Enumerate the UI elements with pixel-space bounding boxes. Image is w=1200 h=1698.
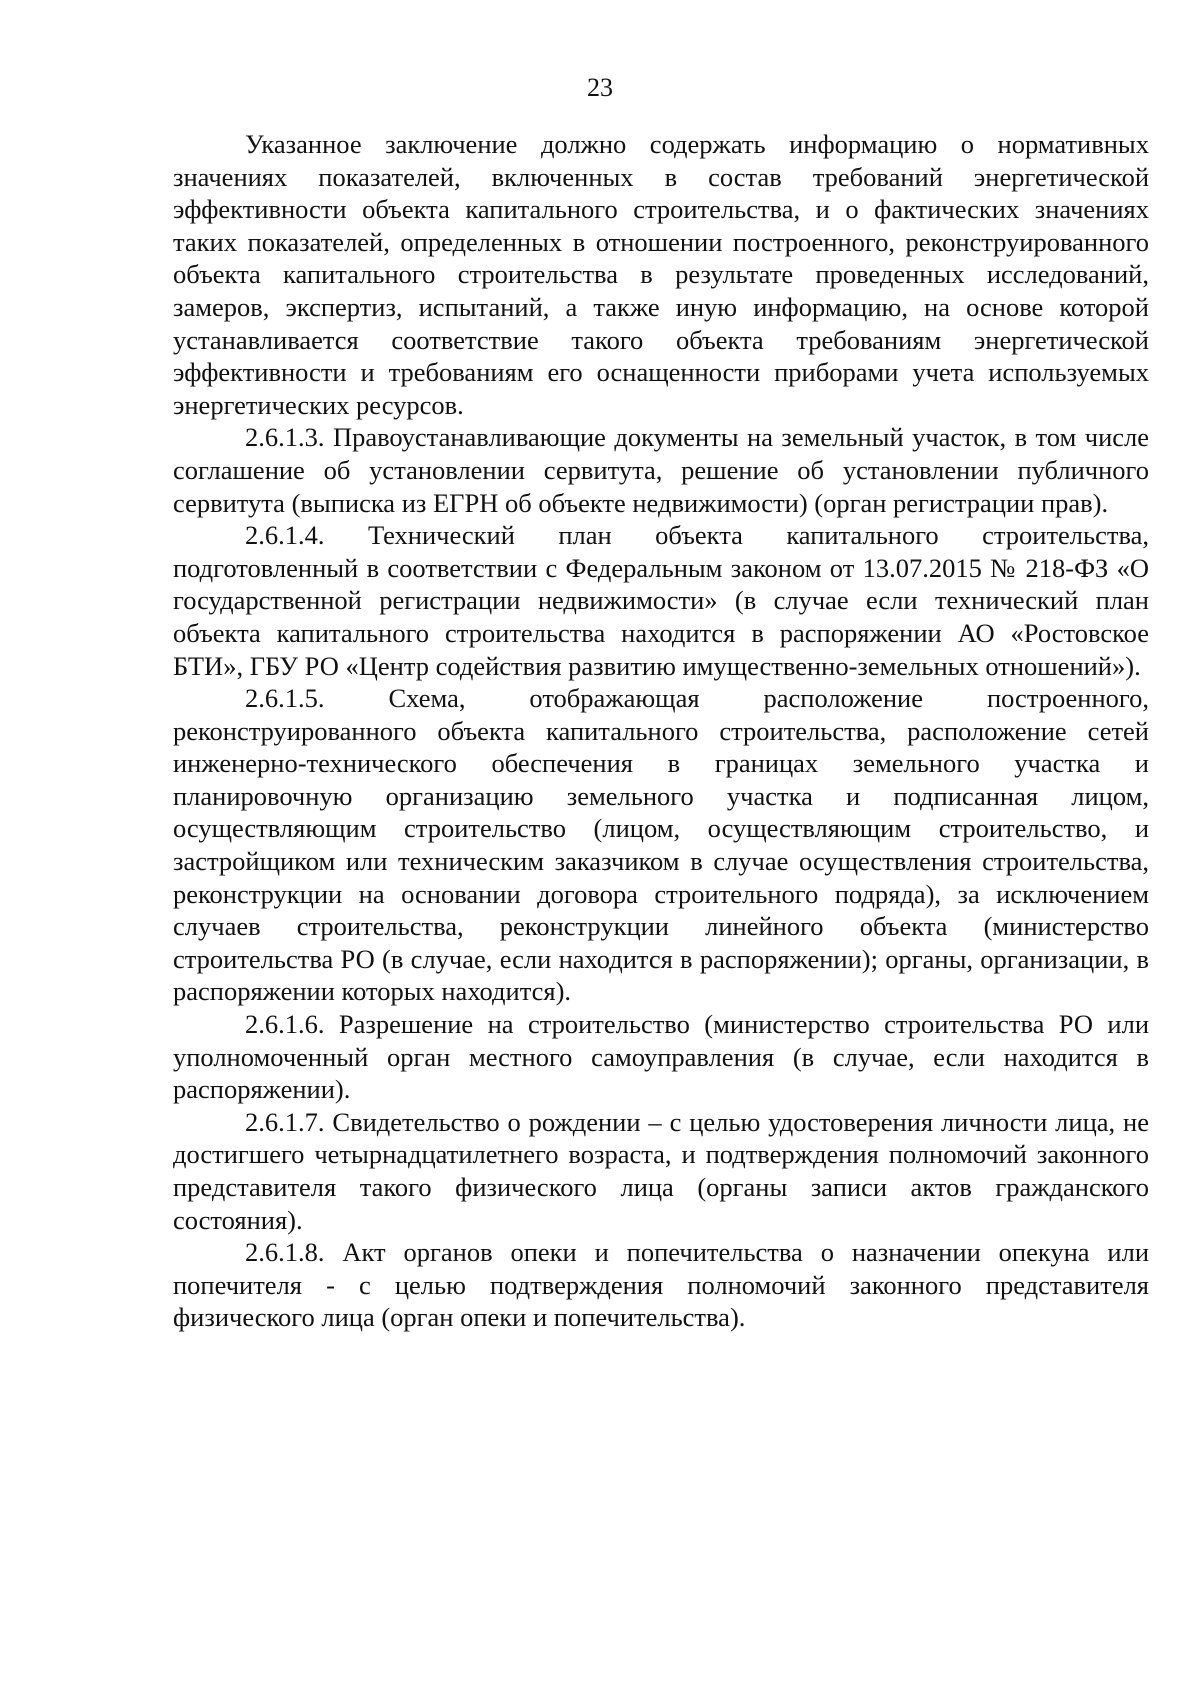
- paragraph-text: Схема, отображающая расположение построенного, реконструированного объекта капитального строительства, расположение сетей инженерно-технического обеспечения в границах земельного участка и планировочную организацию земельного участка и подписанная лицом, осуществляющим строительство (лицом, осуществляющим строительство, и застройщиком или техническим заказчиком в случае осуществления строительства, реконструкции на основании договора строительного подряда), за исключением случаев строительства, реконструкции линейного объекта (министерство строительства РО (в случае, если находится в распоряжении); органы, организации, в распоряжении которых находится).: [173, 683, 1150, 1007]
- paragraph-text: Правоустанавливающие документы на земельный участок, в том числе соглашение об установлении сервитута, решение об установлении публичного сервитута (выписка из ЕГРН об объекте недвижимости) (орган регистрации прав).: [173, 422, 1149, 518]
- paragraph-conclusion-info: [173, 128, 1149, 421]
- paragraph-text: Свидетельство о рождении – с целью удостоверения личности лица, не достигшего четырнадцатилетнего возраста, и подтверждения полномочий законного представителя такого физического лица (органы записи актов гражданского состояния).: [173, 1106, 1149, 1235]
- paragraph-number: 2.6.1.3.: [245, 422, 325, 453]
- paragraph-number: 2.6.1.8.: [245, 1237, 325, 1268]
- paragraph-2-6-1-7: [173, 1106, 1149, 1236]
- paragraph-2-6-1-8: [173, 1236, 1149, 1334]
- paragraph-number: 2.6.1.6.: [245, 1009, 325, 1040]
- paragraph-text: Указанное заключение должно содержать информацию о нормативных значениях показателей, включенных в состав требований энергетической эффективности объекта капитального строительства, и о фактических значениях таких показателей, определенных в отношении построенного, реконструированного объекта капитального строительства в результате проведенных исследований, замеров, экспертиз, испытаний, а также иную информацию, на основе которой устанавливается соответствие такого объекта требованиям энергетической эффективности и требованиям его оснащенности приборами учета используемых энергетических ресурсов.: [173, 129, 1149, 420]
- paragraph-number: 2.6.1.4.: [245, 520, 325, 551]
- paragraph-number: 2.6.1.5.: [245, 683, 325, 714]
- page-number: 23: [587, 73, 613, 102]
- paragraph-text: Технический план объекта капитального строительства, подготовленный в соответствии с Федеральным законом от 13.07.2015 № 218-ФЗ «О государственной регистрации недвижимости» (в случае если технический план объекта капитального строительства находится в распоряжении АО «Ростовское БТИ», ГБУ РО «Центр содействия развитию имущественно-земельных отношений»).: [173, 520, 1150, 681]
- paragraph-2-6-1-4: [173, 519, 1149, 682]
- document-body: [173, 128, 1149, 1334]
- paragraph-number: 2.6.1.7.: [245, 1106, 325, 1137]
- paragraph-text: Акт органов опеки и попечительства о назначении опекуна или попечителя - с целью подтверждения полномочий законного представителя физического лица (орган опеки и попечительства).: [173, 1237, 1149, 1333]
- paragraph-2-6-1-6: [173, 1008, 1149, 1106]
- paragraph-2-6-1-3: [173, 421, 1149, 519]
- paragraph-2-6-1-5: [173, 682, 1149, 1008]
- paragraph-text: Разрешение на строительство (министерство строительства РО или уполномоченный орган местного самоуправления (в случае, если находится в распоряжении).: [173, 1009, 1149, 1105]
